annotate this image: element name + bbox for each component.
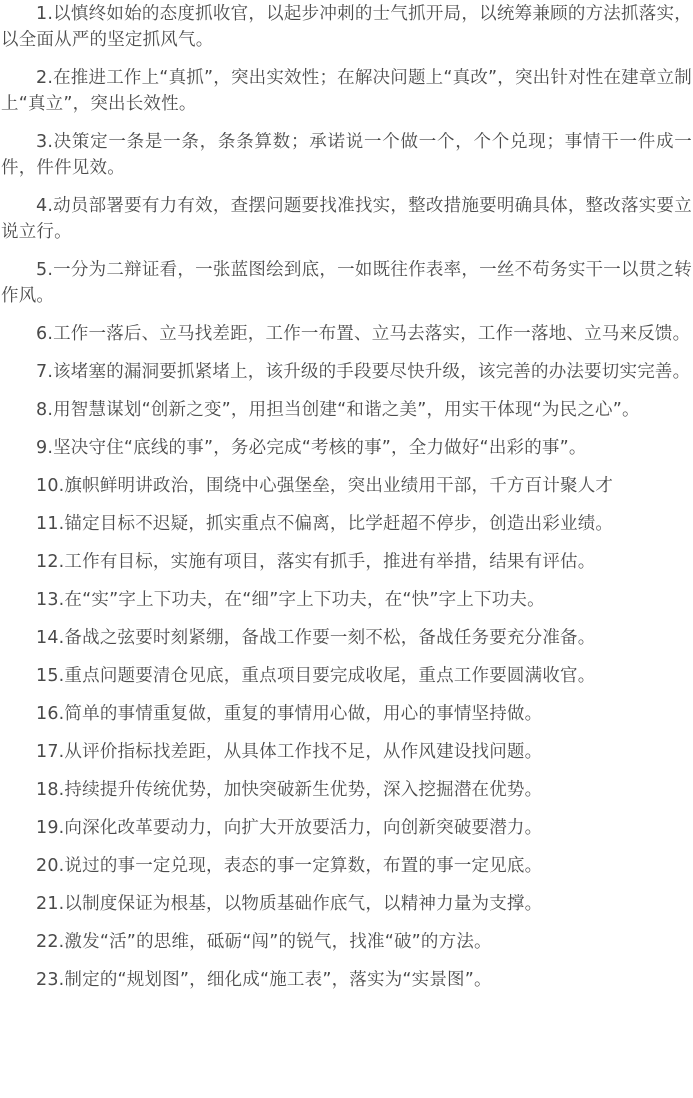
paragraph-16: 16.简单的事情重复做，重复的事情用心做，用心的事情坚持做。 — [36, 704, 543, 724]
paragraph-23: 23.制定的“规划图”，细化成“施工表”，落实为“实景图”。 — [36, 970, 492, 990]
paragraph-6: 6.工作一落后、立马找差距，工作一布置、立马去落实，工作一落地、立马来反馈。 — [36, 324, 691, 344]
paragraph-4: 4.动员部署要有力有效，查摆问题要找准找实，整改措施要明确具体，整改落实要立说立行。 — [1, 196, 692, 242]
paragraph-8: 8.用智慧谋划“创新之变”，用担当创建“和谐之美”，用实干体现“为民之心”。 — [36, 400, 640, 420]
paragraph-17: 17.从评价指标找差距，从具体工作找不足，从作风建设找问题。 — [36, 742, 543, 762]
paragraph-22: 22.激发“活”的思维，砥砺“闯”的锐气，找准“破”的方法。 — [36, 932, 492, 952]
paragraph-19: 19.向深化改革要动力，向扩大开放要活力，向创新突破要潜力。 — [36, 818, 543, 838]
paragraph-11: 11.锚定目标不迟疑，抓实重点不偏离，比学赶超不停步，创造出彩业绩。 — [36, 514, 614, 534]
paragraph-20: 20.说过的事一定兑现，表态的事一定算数，布置的事一定见底。 — [36, 856, 543, 876]
paragraph-9: 9.坚决守住“底线的事”，务必完成“考核的事”，全力做好“出彩的事”。 — [36, 438, 587, 458]
paragraph-12: 12.工作有目标，实施有项目，落实有抓手，推进有举措，结果有评估。 — [36, 552, 596, 572]
paragraph-3: 3.决策定一条是一条，条条算数；承诺说一个做一个，个个兑现；事情干一件成一件，件件见效。 — [1, 132, 692, 178]
paragraph-5: 5.一分为二辩证看，一张蓝图绘到底，一如既往作表率，一丝不苟务实干一以贯之转作风。 — [1, 260, 692, 306]
paragraph-13: 13.在“实”字上下功夫，在“细”字上下功夫，在“快”字上下功夫。 — [36, 590, 545, 610]
article-body — [0, 1, 693, 993]
paragraph-2: 2.在推进工作上“真抓”，突出实效性；在解决问题上“真改”，突出针对性在建章立制上“真立”，突出长效性。 — [1, 68, 692, 114]
paragraph-14: 14.备战之弦要时刻紧绷，备战工作要一刻不松，备战任务要充分准备。 — [36, 628, 596, 648]
paragraph-1: 1.以慎终如始的态度抓收官，以起步冲刺的士气抓开局，以统筹兼顾的方法抓落实，以全面从严的坚定抓风气。 — [1, 4, 692, 50]
paragraph-21: 21.以制度保证为根基，以物质基础作底气，以精神力量为支撑。 — [36, 894, 543, 914]
paragraph-10: 10.旗帜鲜明讲政治，围绕中心强堡垒，突出业绩用干部，千方百计聚人才 — [36, 476, 614, 496]
paragraph-15: 15.重点问题要清仓见底，重点项目要完成收尾，重点工作要圆满收官。 — [36, 666, 596, 686]
paragraph-7: 7.该堵塞的漏洞要抓紧堵上，该升级的手段要尽快升级，该完善的办法要切实完善。 — [36, 362, 691, 382]
paragraph-18: 18.持续提升传统优势，加快突破新生优势，深入挖掘潜在优势。 — [36, 780, 543, 800]
